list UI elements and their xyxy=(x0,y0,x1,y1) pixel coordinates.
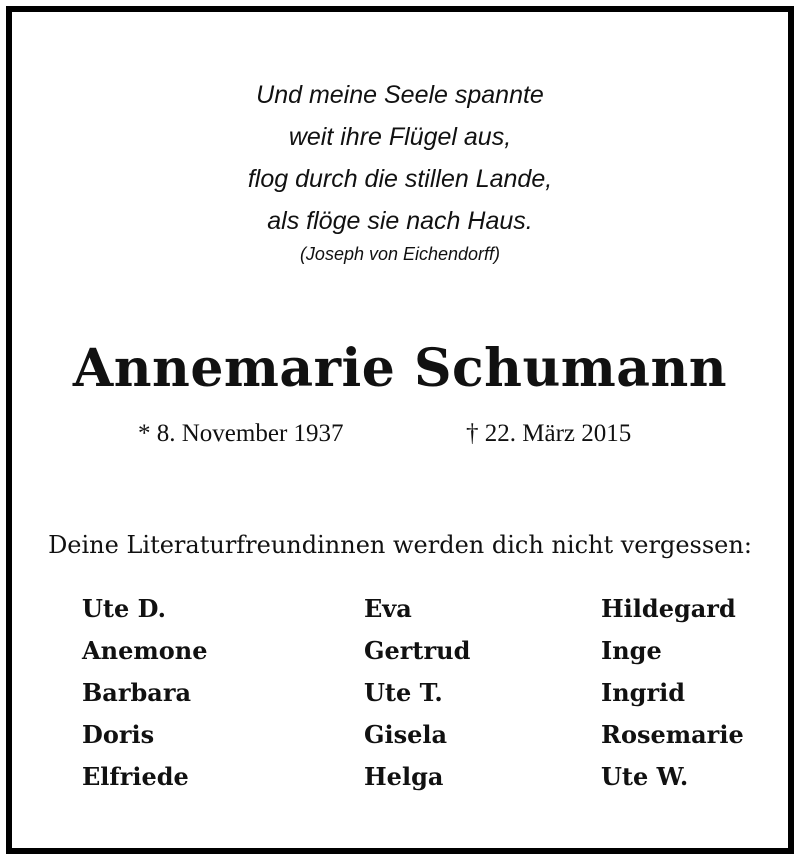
birth-date: * 8. November 1937 xyxy=(138,420,344,447)
poem-line: als flöge sie nach Haus. xyxy=(267,207,533,235)
mourner-name: Ute D. xyxy=(82,594,166,623)
mourner-name: Ingrid xyxy=(601,678,685,707)
poem-attribution: (Joseph von Eichendorff) xyxy=(299,244,501,264)
mourner-name: Gertrud xyxy=(364,636,471,665)
mourner-name: Inge xyxy=(601,636,662,665)
mourners-column-2 xyxy=(364,588,470,798)
poem-line: weit ihre Flügel aus, xyxy=(288,123,512,151)
poem-line: Und meine Seele spannte xyxy=(256,81,544,109)
mourners-column-3 xyxy=(601,588,744,798)
poem-line: flog durch die stillen Lande, xyxy=(247,165,553,193)
mourners-column-1 xyxy=(82,588,207,798)
mourner-name: Elfriede xyxy=(82,762,189,791)
poem-block xyxy=(0,74,800,242)
mourner-name: Helga xyxy=(364,762,444,791)
mourners-intro: Deine Literaturfreundinnen werden dich nicht vergessen: xyxy=(48,531,752,559)
mourner-name: Doris xyxy=(82,720,155,749)
mourner-name: Rosemarie xyxy=(601,720,744,749)
deceased-name: Annemarie Schumann xyxy=(72,338,728,399)
mourner-name: Eva xyxy=(364,594,412,623)
death-date: † 22. März 2015 xyxy=(466,420,632,447)
mourner-name: Ute T. xyxy=(364,678,443,707)
mourner-name: Anemone xyxy=(82,636,208,665)
mourner-name: Ute W. xyxy=(601,762,689,791)
mourner-name: Hildegard xyxy=(601,594,736,623)
mourner-name: Barbara xyxy=(82,678,192,707)
mourner-name: Gisela xyxy=(364,720,448,749)
